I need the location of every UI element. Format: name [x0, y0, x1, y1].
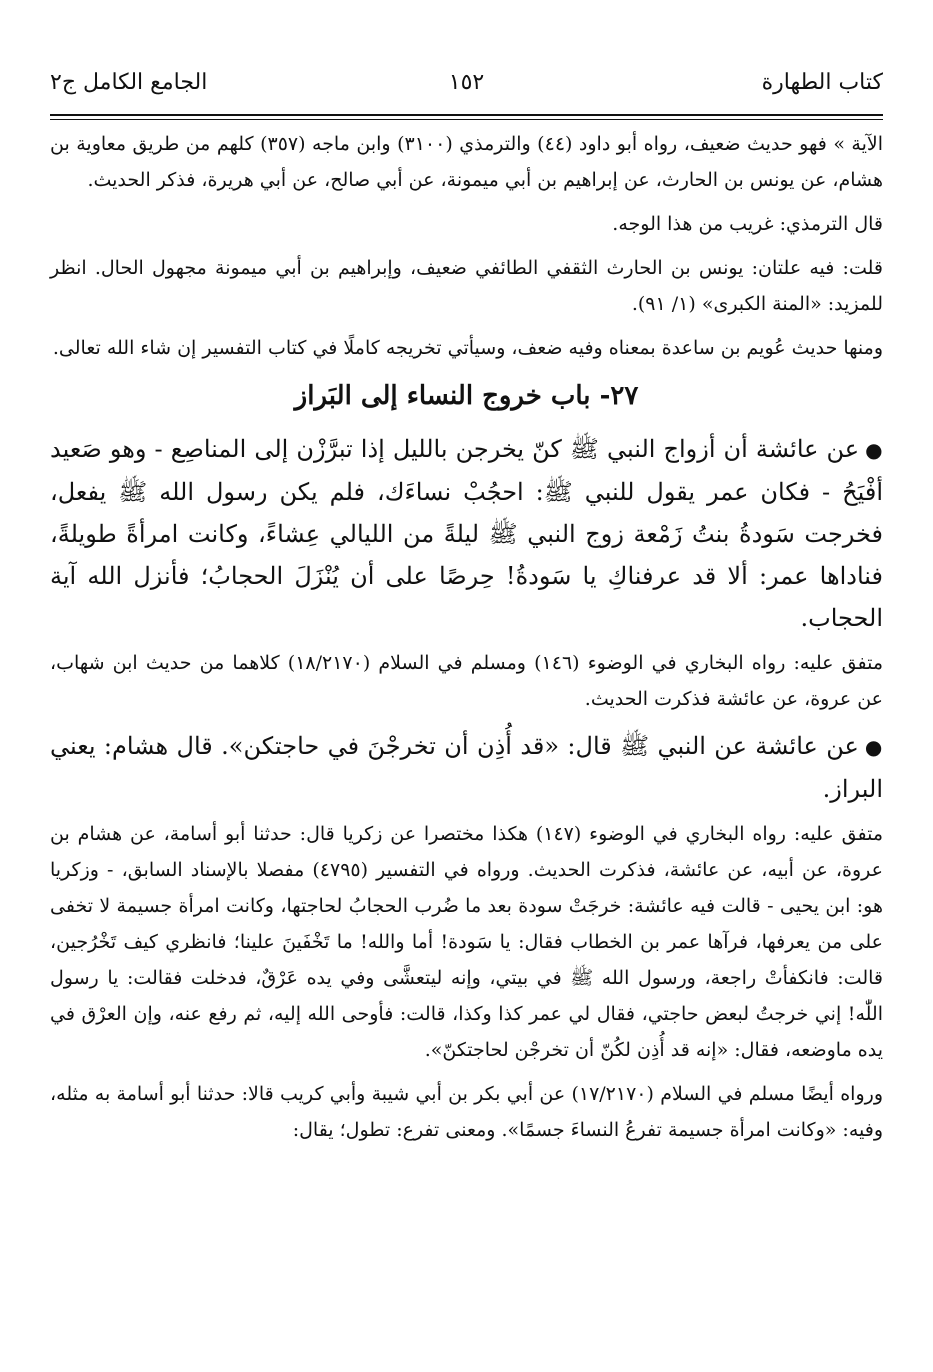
hadith-body: عن عائشة عن النبي ﷺ قال: «قد أُذِن أن تخرجْنَ في حاجتكن». قال هشام: يعني البراز.	[50, 732, 883, 803]
header-book-title: الجامع الكامل ج٢	[50, 70, 208, 95]
takhrij-paragraph: متفق عليه: رواه البخاري في الوضوء (١٤٦) ومسلم في السلام (١٨/٢١٧٠) كلاهما من حديث ابن شهاب، عن عروة، عن عائشة فذكرت الحديث.	[50, 652, 883, 710]
footnote-paragraph: ومنها حديث عُويم بن ساعدة بمعناه وفيه ضعف، وسيأتي تخريجه كاملًا في كتاب التفسير إن شاء الله تعالى.	[52, 337, 883, 359]
bullet-icon: ●	[864, 735, 884, 759]
chapter-heading: ٢٧- باب خروج النساء إلى البَراز	[294, 381, 639, 411]
footnote-paragraph: قال الترمذي: غريب من هذا الوجه.	[612, 213, 883, 235]
header-rule-thick	[50, 114, 883, 116]
footnote-paragraph: قلت: فيه علتان: يونس بن الحارث الثقفي الطائفي ضعيف، وإبراهيم بن أبي ميمونة مجهول الحال. انظر للمزيد: «المنة الكبرى» (١/ ٩١).	[50, 257, 883, 315]
hadith-body: عن عائشة أن أزواج النبي ﷺ كنّ يخرجن بالليل إذا تبرَّزْن إلى المناصِع - وهو صَعيد أفْيَحُ - فكان عمر يقول للنبي ﷺ: احجُبْ نساءَك، فلم يكن رسول الله ﷺ يفعل، فخرجت سَودةُ بنتُ زَمْعة زوج النبي ﷺ ليلةً من الليالي عِشاءً، وكانت امرأةً طويلةً، فناداها عمر: ألا قد عرفناكِ يا سَودةُ! حِرصًا على أن يُنْزَلَ الحجابُ؛ فأنزل الله آية الحجاب.	[50, 435, 884, 632]
hadith-text	[50, 725, 883, 810]
takhrij-paragraph: متفق عليه: رواه البخاري في الوضوء (١٤٧) هكذا مختصرا عن زكريا قال: حدثنا أبو أسامة، عن هشام بن عروة، عن أبيه، عن عائشة، فذكرت الحديث. ورواه في التفسير (٤٧٩٥) مفصلا بالإسناد السابق، - وزكريا هو: ابن يحيى - قالت فيه عائشة: خرجَتْ سودة بعد ما ضُرب الحجابُ لحاجتها، وكانت امرأة جسيمة لا تخفى على من يعرفها، فرآها عمر بن الخطاب فقال: يا سَودة! أما والله! ما تَخْفَينَ علينا؛ فانظري كيف تَخْرُجين، قالت: فانكفأتْ راجعة، ورسول الله ﷺ في بيتي، وإنه ليتعشَّى وفي يده عَرْقٌ، فدخلت فقالت: يا رسول اللّٰه! إني خرجتُ لبعض حاجتي، فقال لي عمر كذا وكذا، قالت: فأوحى الله إليه، ثم رفع عنه، وإن العرْق في يده ماوضعه، فقال: «إنه قد أُذِن لكُنّ أن تخرجْن لحاجتكنّ».	[50, 823, 884, 1061]
running-header	[50, 70, 883, 110]
footnote-paragraph: الآية » فهو حديث ضعيف، رواه أبو داود (٤٤) والترمذي (٣١٠٠) وابن ماجه (٣٥٧) كلهم من طريق معاوية بن هشام، عن يونس بن الحارث، عن إبراهيم بن أبي ميمونة، عن أبي صالح، عن أبي هريرة، فذكر الحديث.	[50, 133, 884, 191]
page-number: ١٥٢	[448, 70, 485, 95]
takhrij-paragraph: ورواه أيضًا مسلم في السلام (١٧/٢١٧٠) عن أبي بكر بن أبي شيبة وأبي كريب قالا: حدثنا أبو أسامة به مثله، وفيه: «وكانت امرأة جسيمة تفرعُ النساءَ جسمًا». ومعنى تفرع: تطول؛ يقال:	[50, 1083, 883, 1141]
hadith-text	[50, 428, 883, 639]
page-body	[50, 126, 883, 1156]
header-rule-thin	[50, 119, 883, 120]
bullet-icon: ●	[865, 438, 883, 462]
header-section-title: كتاب الطهارة	[761, 70, 883, 95]
